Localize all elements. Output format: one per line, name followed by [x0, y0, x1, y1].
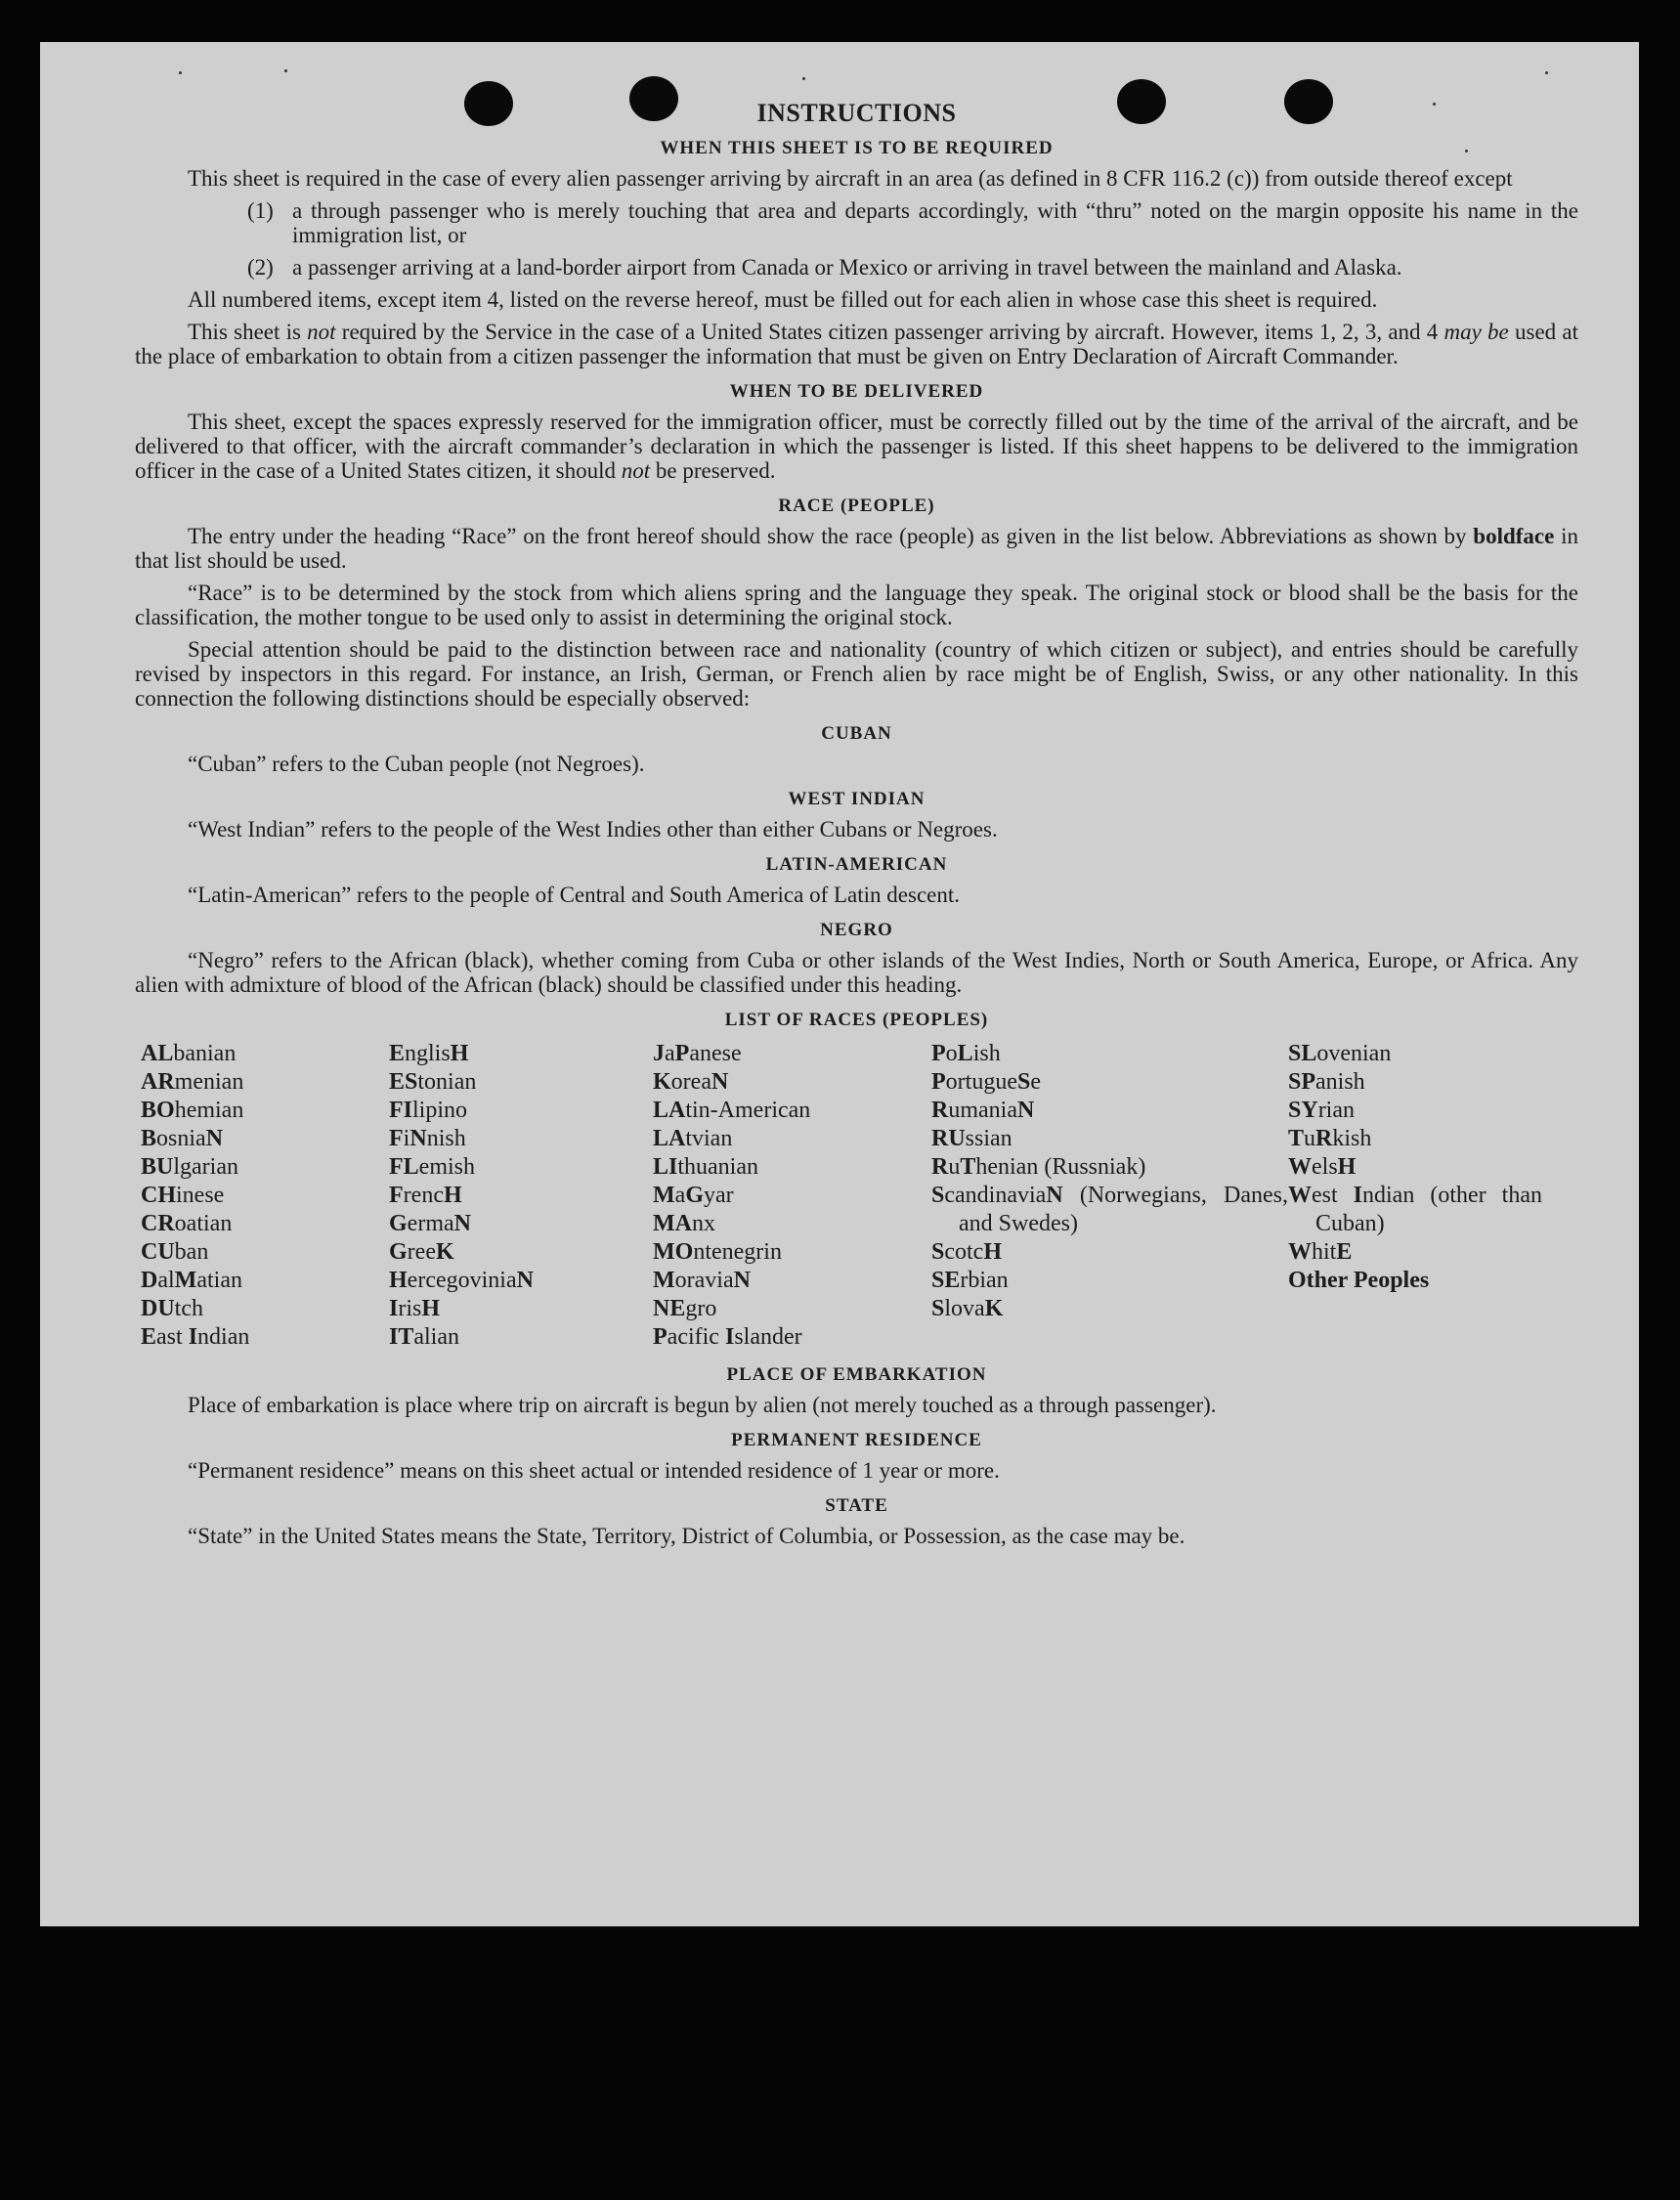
race-entry: [389, 1097, 653, 1125]
race-abbrev: G: [389, 1239, 408, 1265]
race-abbrev: N: [1016, 1098, 1035, 1123]
race-abbrev: K: [653, 1069, 671, 1095]
race-entry: [653, 1153, 931, 1182]
race-abbrev: N: [1046, 1183, 1063, 1208]
document-page: [40, 42, 1639, 1926]
race-abbrev: S: [931, 1183, 945, 1208]
race-entry: [1288, 1182, 1542, 1238]
race-text: hemian: [174, 1098, 244, 1123]
race-abbrev: I: [1353, 1183, 1363, 1208]
race-entry: [931, 1153, 1288, 1182]
race-text: lova: [944, 1296, 985, 1321]
speck: [802, 77, 805, 80]
race-abbrev: T: [1288, 1126, 1305, 1151]
race-abbrev: W: [1288, 1154, 1312, 1180]
race-abbrev: G: [389, 1211, 408, 1236]
race-entry: [653, 1323, 931, 1352]
race-entry: [1288, 1267, 1542, 1295]
paragraph: “Cuban” refers to the Cuban people (not Negroes).: [188, 752, 645, 776]
race-abbrev: MO: [653, 1239, 694, 1265]
text-run: required by the Service in the case of a United States citizen passenger arriving by aircraft. However, items 1, 2, 3, and 4: [335, 320, 1444, 344]
race-abbrev: IT: [389, 1324, 414, 1350]
item-text: a passenger arriving at a land-border airport from Canada or Mexico or arriving in travel between the mainland and Alaska.: [292, 255, 1402, 280]
race-text: ovenian: [1316, 1041, 1392, 1066]
race-abbrev: MA: [653, 1211, 692, 1236]
race-entry: [931, 1068, 1288, 1097]
race-abbrev: LA: [653, 1126, 686, 1151]
race-abbrev: R: [931, 1154, 949, 1180]
race-text: erma: [407, 1211, 454, 1236]
race-abbrev: I: [724, 1324, 735, 1350]
race-text: ris: [398, 1296, 422, 1321]
race-entry: [389, 1267, 653, 1295]
race-text: rian: [1317, 1098, 1355, 1123]
race-text: osnia: [156, 1126, 206, 1151]
race-column: [1288, 1040, 1542, 1352]
race-text: orea: [670, 1069, 711, 1095]
race-text: slander: [734, 1324, 802, 1350]
race-entry: [389, 1125, 653, 1153]
race-abbrev: S: [1016, 1069, 1031, 1095]
race-abbrev: M: [174, 1268, 197, 1293]
race-abbrev: N: [205, 1126, 224, 1151]
bold-text: boldface: [1473, 524, 1555, 548]
race-text: lgarian: [173, 1154, 238, 1180]
race-text: u: [1304, 1126, 1316, 1151]
race-abbrev: SE: [931, 1268, 961, 1293]
race-text: nglis: [405, 1041, 451, 1066]
text-run: be preserved.: [650, 458, 776, 483]
race-abbrev: CU: [141, 1239, 175, 1265]
race-text: ercegovinia: [407, 1268, 517, 1293]
race-abbrev: W: [1288, 1183, 1312, 1208]
race-abbrev: ES: [389, 1069, 418, 1095]
race-entry: [141, 1267, 389, 1295]
paragraph: “State” in the United States means the State, Territory, District of Columbia, or Possession, as the case may be.: [188, 1524, 1185, 1548]
race-text: gro: [685, 1296, 717, 1321]
item-number: (1): [247, 198, 274, 223]
race-entry: [931, 1040, 1288, 1068]
race-text: o: [945, 1041, 958, 1066]
race-abbrev: H: [389, 1268, 408, 1293]
race-text: ndian (other than Cuban): [1315, 1183, 1542, 1236]
text-run: The entry under the heading “Race” on the front hereof should show the race (people) as given in the list below. Abbreviations as shown by: [188, 524, 1474, 548]
race-entry: [653, 1068, 931, 1097]
race-entry: [653, 1267, 931, 1295]
race-text: ree: [407, 1239, 436, 1265]
race-entry: [389, 1068, 653, 1097]
race-abbrev: K: [435, 1239, 454, 1265]
race-text: henian (Russniak): [975, 1154, 1146, 1180]
race-text: ortugue: [945, 1069, 1017, 1095]
race-text: hit: [1312, 1239, 1337, 1265]
race-abbrev: H: [983, 1239, 1003, 1265]
race-abbrev: K: [984, 1296, 1004, 1321]
section-heading: PERMANENT RESIDENCE: [731, 1430, 982, 1450]
race-entry: [389, 1210, 653, 1238]
race-abbrev: J: [653, 1041, 665, 1066]
race-entry: [1288, 1040, 1542, 1068]
race-text: (Norwegians, Danes, and Swedes): [959, 1183, 1288, 1236]
instructions-body: [135, 101, 1578, 1556]
paragraph: Special attention should be paid to the distinction between race and nationality (country of which citizen or subject), and entries should be carefully revised by inspectors in this regard. For instance, an Irish, German, or French alien by race might be of English, Swiss, or any other nationality. In this connection the following distinctions should be especially observed:: [135, 637, 1578, 711]
race-abbrev: N: [733, 1268, 751, 1293]
race-entry: [653, 1295, 931, 1323]
race-text: nish: [426, 1126, 466, 1151]
race-abbrev: H: [443, 1183, 462, 1208]
section-heading: WEST INDIAN: [788, 789, 926, 809]
paragraph: This sheet is required in the case of every alien passenger arriving by aircraft in an area (as defined in 8 CFR 116.2 (c)) from outside thereof except: [188, 166, 1513, 191]
race-abbrev: BO: [141, 1098, 175, 1123]
race-text: renc: [403, 1183, 444, 1208]
race-entry: [389, 1182, 653, 1210]
race-text: ndian: [197, 1324, 250, 1350]
race-text: thuanian: [677, 1154, 758, 1180]
race-entry: [931, 1125, 1288, 1153]
race-entry: [931, 1238, 1288, 1267]
race-abbrev: P: [653, 1324, 668, 1350]
race-text: nx: [691, 1211, 715, 1236]
speck: [1545, 71, 1548, 74]
section-heading: PLACE OF EMBARKATION: [726, 1364, 987, 1385]
race-text: a: [674, 1183, 686, 1208]
race-text: al: [157, 1268, 175, 1293]
race-entry: [931, 1182, 1288, 1238]
race-entry: [141, 1125, 389, 1153]
race-abbrev: M: [653, 1268, 675, 1293]
race-abbrev: N: [711, 1069, 729, 1095]
race-abbrev: P: [931, 1041, 946, 1066]
race-text: ish: [972, 1041, 1001, 1066]
race-abbrev: H: [1337, 1154, 1357, 1180]
race-text: u: [948, 1154, 961, 1180]
race-entry: [389, 1238, 653, 1267]
race-text: tonian: [417, 1069, 477, 1095]
race-entry: [931, 1097, 1288, 1125]
race-entry: [141, 1323, 389, 1352]
race-text: ast: [156, 1324, 189, 1350]
race-entry: [931, 1267, 1288, 1295]
race-abbrev: S: [931, 1239, 945, 1265]
section-heading: LIST OF RACES (PEOPLES): [724, 1010, 989, 1030]
race-abbrev: AR: [141, 1069, 175, 1095]
race-text: els: [1312, 1154, 1338, 1180]
race-abbrev: SY: [1288, 1098, 1318, 1123]
race-abbrev: N: [453, 1211, 471, 1236]
race-entry: [1288, 1238, 1542, 1267]
race-abbrev: T: [960, 1154, 976, 1180]
race-abbrev: S: [931, 1296, 945, 1321]
race-text: inese: [176, 1183, 225, 1208]
race-entry: [653, 1040, 931, 1068]
race-abbrev: LI: [653, 1154, 678, 1180]
text-run: This sheet, except the spaces expressly reserved for the immigration officer, must be correctly filled out by the time of the arrival of the aircraft, and be delivered to that officer, with the aircraft commander’s declaration in which the passenger is listed. If this sheet happens to be delivered to the immigration officer in the case of a United States citizen, it should: [135, 410, 1578, 483]
race-text: oatian: [174, 1211, 233, 1236]
paragraph: All numbered items, except item 4, listed on the reverse hereof, must be filled out for each alien in whose case this sheet is required.: [188, 287, 1378, 312]
race-entry: [653, 1125, 931, 1153]
race-text: tin-American: [685, 1098, 811, 1123]
race-text: rbian: [960, 1268, 1009, 1293]
paragraph: “Negro” refers to the African (black), whether coming from Cuba or other islands of the West Indies, North or South America, Europe, or Africa. Any alien with admixture of blood of the African (black) should be classified under this heading.: [135, 948, 1578, 997]
race-entry: [653, 1182, 931, 1210]
race-abbrev: Other Peoples: [1288, 1268, 1430, 1293]
race-abbrev: D: [141, 1268, 158, 1293]
race-abbrev: BU: [141, 1154, 174, 1180]
race-text: e: [1030, 1069, 1041, 1095]
race-abbrev: NE: [653, 1296, 686, 1321]
text-run: in that list should be used.: [135, 524, 1578, 573]
section-heading: WHEN TO BE DELIVERED: [729, 381, 984, 402]
italic-text: may be: [1443, 320, 1509, 344]
item-text: a through passenger who is merely touching that area and departs accordingly, with “thru” noted on the margin opposite his name in the immigration list, or: [292, 198, 1578, 247]
paragraph: [135, 410, 1578, 483]
race-entry: [141, 1040, 389, 1068]
paragraph: “Permanent residence” means on this sheet actual or intended residence of 1 year or more.: [188, 1458, 1000, 1483]
race-entry: [141, 1295, 389, 1323]
race-text: ban: [174, 1239, 209, 1265]
race-abbrev: E: [1336, 1239, 1353, 1265]
text-run: This sheet is: [188, 320, 308, 344]
race-text: anese: [689, 1041, 742, 1066]
race-text: candinavia: [944, 1183, 1047, 1208]
race-entry: [141, 1068, 389, 1097]
race-entry: [141, 1238, 389, 1267]
paragraph: Place of embarkation is place where trip on aircraft is begun by alien (not merely touched as a through passenger).: [188, 1393, 1217, 1417]
race-abbrev: N: [409, 1126, 427, 1151]
race-entry: [653, 1210, 931, 1238]
race-text: ssian: [965, 1126, 1012, 1151]
race-text: est: [1312, 1183, 1354, 1208]
race-text: i: [403, 1126, 410, 1151]
race-abbrev: L: [957, 1041, 973, 1066]
race-abbrev: AL: [141, 1041, 174, 1066]
race-entry: [141, 1182, 389, 1210]
race-abbrev: I: [188, 1324, 198, 1350]
race-entry: [1288, 1068, 1542, 1097]
race-abbrev: W: [1288, 1239, 1312, 1265]
race-abbrev: P: [674, 1041, 690, 1066]
section-heading: CUBAN: [821, 723, 892, 744]
race-abbrev: G: [685, 1183, 704, 1208]
section-heading: NEGRO: [820, 920, 893, 940]
race-abbrev: R: [931, 1098, 949, 1123]
race-abbrev: CR: [141, 1211, 175, 1236]
section-heading: LATIN-AMERICAN: [765, 854, 948, 875]
race-text: anish: [1315, 1069, 1365, 1095]
text-run: used at the place of embarkation to obtain from a citizen passenger the information that must be given on Entry Declaration of Aircraft Commander.: [135, 320, 1578, 368]
race-abbrev: N: [516, 1268, 534, 1293]
race-list: [141, 1040, 1578, 1352]
race-abbrev: LA: [653, 1098, 686, 1123]
race-abbrev: I: [389, 1296, 399, 1321]
paragraph: “Latin-American” refers to the people of Central and South America of Latin descent.: [188, 883, 960, 907]
race-entry: [1288, 1125, 1542, 1153]
page-title: INSTRUCTIONS: [756, 99, 957, 127]
race-text: alian: [413, 1324, 459, 1350]
race-abbrev: CH: [141, 1183, 176, 1208]
race-text: cotc: [944, 1239, 984, 1265]
race-column: [389, 1040, 653, 1352]
race-abbrev: E: [141, 1324, 157, 1350]
paragraph: “West Indian” refers to the people of the West Indies other than either Cubans or Negroes.: [188, 817, 998, 841]
race-entry: [141, 1097, 389, 1125]
race-entry: [141, 1210, 389, 1238]
race-entry: [141, 1153, 389, 1182]
speck: [284, 69, 287, 72]
paragraph: [135, 320, 1578, 368]
race-abbrev: B: [141, 1126, 157, 1151]
race-text: yar: [703, 1183, 734, 1208]
race-text: acific: [667, 1324, 725, 1350]
race-text: kish: [1332, 1126, 1372, 1151]
race-text: umania: [948, 1098, 1017, 1123]
race-text: menian: [174, 1069, 244, 1095]
paragraph: [135, 524, 1578, 573]
race-entry: [389, 1323, 653, 1352]
race-abbrev: F: [389, 1183, 404, 1208]
race-abbrev: E: [389, 1041, 406, 1066]
race-column: [931, 1040, 1288, 1352]
race-text: tch: [174, 1296, 203, 1321]
race-text: ntenegrin: [693, 1239, 782, 1265]
race-text: emish: [418, 1154, 475, 1180]
race-abbrev: SP: [1288, 1069, 1316, 1095]
race-text: oravia: [674, 1268, 734, 1293]
race-abbrev: RU: [931, 1126, 966, 1151]
race-entry: [653, 1238, 931, 1267]
race-abbrev: M: [653, 1183, 675, 1208]
speck: [179, 71, 182, 74]
race-entry: [931, 1295, 1288, 1323]
race-abbrev: F: [389, 1126, 404, 1151]
section-heading: RACE (PEOPLE): [778, 496, 935, 516]
section-heading: STATE: [825, 1495, 888, 1516]
list-item: [247, 255, 1578, 280]
section-heading: WHEN THIS SHEET IS TO BE REQUIRED: [660, 138, 1054, 158]
race-column: [653, 1040, 931, 1352]
race-abbrev: SL: [1288, 1041, 1317, 1066]
race-text: banian: [173, 1041, 237, 1066]
list-item: [247, 198, 1578, 247]
race-entry: [1288, 1153, 1542, 1182]
race-entry: [653, 1097, 931, 1125]
race-entry: [1288, 1097, 1542, 1125]
race-abbrev: FL: [389, 1154, 419, 1180]
paragraph: “Race” is to be determined by the stock from which aliens spring and the language they speak. The original stock or blood shall be the basis for the classification, the mother tongue to be used only to assist in determining the original stock.: [135, 581, 1578, 629]
race-entry: [389, 1040, 653, 1068]
race-column: [141, 1040, 389, 1352]
race-abbrev: H: [450, 1041, 469, 1066]
item-number: (2): [247, 255, 274, 280]
race-abbrev: P: [931, 1069, 946, 1095]
race-text: atian: [196, 1268, 242, 1293]
race-abbrev: FI: [389, 1098, 412, 1123]
race-abbrev: H: [421, 1296, 441, 1321]
italic-text: not: [307, 320, 336, 344]
race-text: lipino: [412, 1098, 468, 1123]
race-abbrev: DU: [141, 1296, 175, 1321]
race-abbrev: R: [1315, 1126, 1333, 1151]
race-text: tvian: [685, 1126, 733, 1151]
race-entry: [389, 1153, 653, 1182]
race-entry: [389, 1295, 653, 1323]
italic-text: not: [621, 458, 651, 483]
race-text: a: [665, 1041, 675, 1066]
